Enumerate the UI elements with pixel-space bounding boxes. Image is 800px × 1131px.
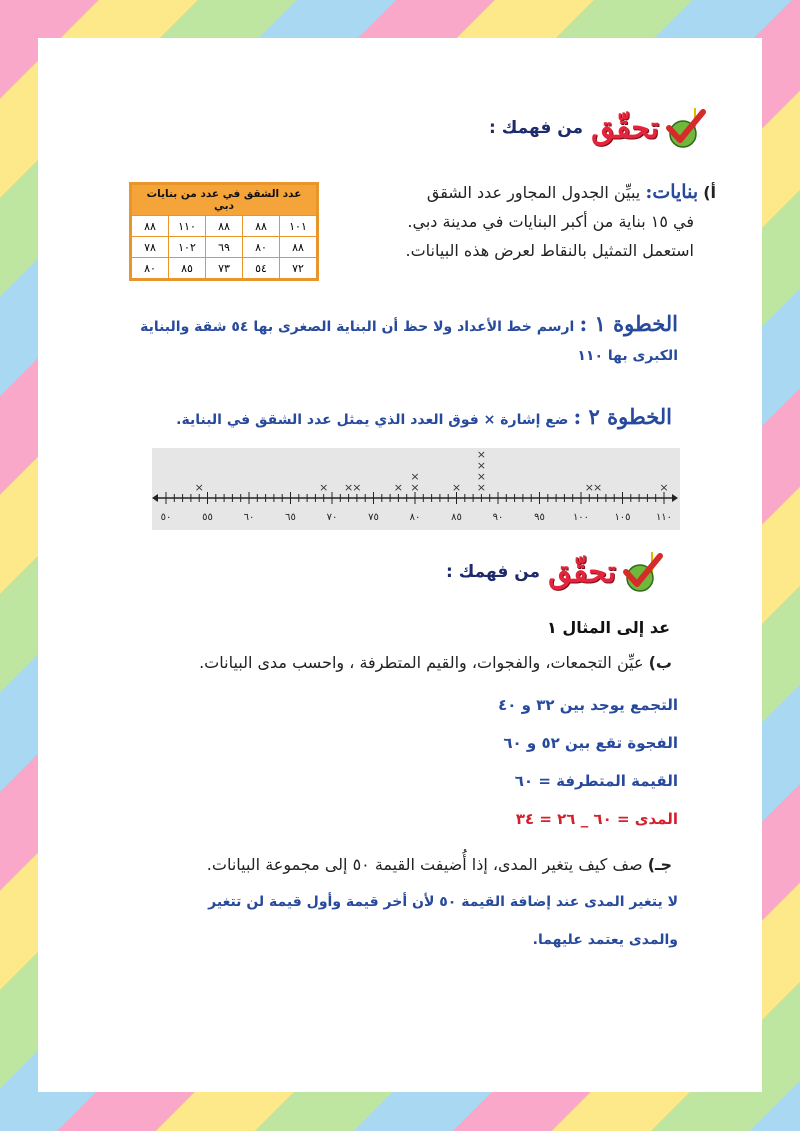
tick-label: ١٠٠ xyxy=(572,512,590,523)
banner-title: تحقّق xyxy=(548,554,616,590)
banner-subtitle: من فهمك : xyxy=(489,118,584,138)
apartments-table xyxy=(129,182,319,281)
part-c xyxy=(112,850,672,879)
banner-subtitle: من فهمك : xyxy=(446,562,541,582)
tick-label: ٩٥ xyxy=(534,512,545,523)
tick-label: ٧٠ xyxy=(326,512,338,523)
table-cell: ٧٢ xyxy=(280,258,317,279)
data-point-x-mark: × xyxy=(393,481,404,494)
cluster-answer: التجمع يوجد بين ٣٢ و ٤٠ xyxy=(498,696,678,714)
page xyxy=(38,38,762,1092)
check-understanding-banner-1 xyxy=(489,106,707,150)
table-cell: ١٠٢ xyxy=(169,237,206,258)
tick-label: ١١٠ xyxy=(655,512,673,523)
table-cell: ٨٠ xyxy=(132,258,169,279)
table-cell: ٨٥ xyxy=(169,258,206,279)
tick-label: ٨٠ xyxy=(409,512,421,523)
table-cell: ٧٨ xyxy=(132,237,169,258)
axis-arrow-left xyxy=(152,494,158,502)
table-cell: ٥٤ xyxy=(243,258,280,279)
answer-line-1: لا يتغير المدى عند إضافة القيمة ٥٠ لأن أخر قيمة وأول قيمة لن تتغير xyxy=(208,894,678,910)
table-row xyxy=(132,216,317,237)
tick-label: ٦٥ xyxy=(285,512,296,523)
problem-letter: أ) xyxy=(703,183,716,202)
back-to-example: عد إلى المثال ١ xyxy=(547,618,670,637)
table-cell: ٦٩ xyxy=(206,237,243,258)
table-cell: ١١٠ xyxy=(169,216,206,237)
data-point-x-mark: × xyxy=(659,481,669,494)
table-cell: ٨٨ xyxy=(243,216,280,237)
data-point-x-mark: × xyxy=(451,481,462,494)
table-cell: ١٠١ xyxy=(280,216,317,237)
data-point-x-mark: × xyxy=(584,481,594,494)
axis-arrow-right xyxy=(672,494,678,502)
dot-plot xyxy=(152,448,680,530)
data-point-x-mark: × xyxy=(592,481,603,494)
tick-label: ٥٥ xyxy=(202,512,213,523)
data-point-x-mark: × xyxy=(343,481,354,494)
data-point-x-mark: × xyxy=(476,481,487,494)
data-point-x-mark: × xyxy=(476,459,487,472)
data-point-x-mark: × xyxy=(410,470,420,483)
part-b xyxy=(112,648,672,677)
dot-plot-svg xyxy=(152,448,680,530)
part-b-letter: ب) xyxy=(648,653,672,672)
tick-label: ٥٠ xyxy=(160,512,172,523)
gap-answer: الفجوة تقع بين ٥٢ و ٦٠ xyxy=(503,734,678,752)
step1-text2: الكبرى بها ١١٠ xyxy=(577,348,678,364)
problem-a xyxy=(376,178,716,265)
check-understanding-banner-2 xyxy=(446,550,664,594)
checkmark-icon xyxy=(620,550,664,594)
table-cell: ٨٠ xyxy=(243,237,280,258)
part-b-text: عيِّن التجمعات، والفجوات، والقيم المتطرفة ، واحسب مدى البيانات. xyxy=(199,653,644,672)
problem-line3: استعمل التمثيل بالنقاط لعرض هذه البيانات. xyxy=(405,241,694,260)
part-c-text: صف كيف يتغير المدى، إذا أُضيفت القيمة ٥٠ إلى مجموعة البيانات. xyxy=(206,855,643,874)
step2-text: ضع إشارة × فوق العدد الذي يمثل عدد الشقق في البناية. xyxy=(176,412,569,428)
step-2 xyxy=(112,404,672,429)
table-cell: ٨٨ xyxy=(280,237,317,258)
step1-label: الخطوة ١ : xyxy=(579,311,678,336)
data-point-x-mark: × xyxy=(352,481,362,494)
data-point-x-mark: × xyxy=(410,481,420,494)
part-c-letter: جـ) xyxy=(647,855,672,874)
tick-label: ٧٥ xyxy=(368,512,379,523)
table-cell: ٨٨ xyxy=(206,216,243,237)
range-answer: المدى = ٦٠ _ ٢٦ = ٣٤ xyxy=(515,810,678,828)
step2-label: الخطوة ٢ : xyxy=(573,404,672,429)
table-row xyxy=(132,237,317,258)
step-1 xyxy=(108,309,678,371)
banner-title: تحقّق xyxy=(591,110,659,146)
data-point-x-mark: × xyxy=(476,448,487,461)
data-point-x-mark: × xyxy=(194,481,204,494)
problem-title: بنايات: xyxy=(645,181,699,203)
answer-line-2: والمدى يعتمد عليهما. xyxy=(532,932,678,948)
table-row xyxy=(132,258,317,279)
data-point-x-mark: × xyxy=(319,481,329,494)
tick-label: ١٠٥ xyxy=(614,512,631,523)
tick-label: ٦٠ xyxy=(243,512,255,523)
table-cell: ٨٨ xyxy=(132,216,169,237)
checkmark-icon xyxy=(663,106,707,150)
problem-line2: في ١٥ بناية من أكبر البنايات في مدينة دبي. xyxy=(407,212,694,231)
data-point-x-mark: × xyxy=(476,470,487,483)
problem-line1: يبيِّن الجدول المجاور عدد الشقق xyxy=(426,183,641,202)
tick-label: ٩٠ xyxy=(492,512,504,523)
tick-label: ٨٥ xyxy=(451,512,462,523)
table-header: عدد الشقق في عدد من بنايات دبي xyxy=(132,185,317,216)
step1-text: ارسم خط الأعداد ولا حظ أن البناية الصغرى بها ٥٤ شقة والبناية xyxy=(140,319,575,335)
outlier-answer: القيمة المتطرفة = ٦٠ xyxy=(514,772,678,790)
table-cell: ٧٣ xyxy=(206,258,243,279)
